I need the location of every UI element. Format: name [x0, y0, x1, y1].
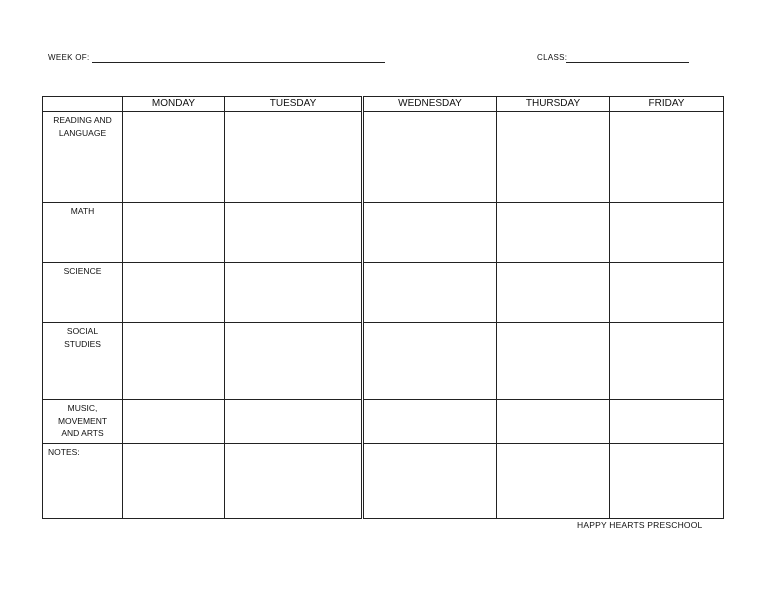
- table-row: [43, 263, 724, 323]
- subject-reading-language: [43, 112, 123, 203]
- subject-science: SCIENCE: [43, 263, 123, 323]
- table-row: [43, 400, 724, 444]
- plan-cell[interactable]: [123, 323, 225, 400]
- table-header-row: [43, 97, 724, 112]
- table-row: [43, 323, 724, 400]
- table-row: [43, 203, 724, 263]
- subject-music-movement-arts: [43, 400, 123, 444]
- plan-cell[interactable]: [497, 323, 610, 400]
- plan-cell[interactable]: [225, 112, 363, 203]
- week-of-field[interactable]: [92, 62, 385, 63]
- notes-cell[interactable]: [225, 444, 363, 519]
- plan-cell[interactable]: [363, 323, 497, 400]
- plan-cell[interactable]: [610, 203, 724, 263]
- plan-cell[interactable]: [363, 263, 497, 323]
- plan-cell[interactable]: [363, 203, 497, 263]
- plan-cell[interactable]: [123, 400, 225, 444]
- plan-cell[interactable]: [123, 203, 225, 263]
- table-row: [43, 112, 724, 203]
- plan-cell[interactable]: [225, 323, 363, 400]
- corner-cell: [43, 97, 123, 112]
- subject-math: MATH: [43, 203, 123, 263]
- plan-cell[interactable]: [363, 400, 497, 444]
- plan-cell[interactable]: [225, 263, 363, 323]
- week-of-label: WEEK OF:: [48, 53, 90, 62]
- notes-label: NOTES:: [43, 444, 123, 519]
- plan-cell[interactable]: [123, 263, 225, 323]
- plan-cell[interactable]: [497, 112, 610, 203]
- plan-cell[interactable]: [123, 112, 225, 203]
- notes-cell[interactable]: [363, 444, 497, 519]
- subject-label: SOCIAL STUDIES: [64, 326, 101, 349]
- day-header-tuesday: TUESDAY: [225, 97, 363, 112]
- plan-cell[interactable]: [225, 203, 363, 263]
- class-field[interactable]: [566, 62, 689, 63]
- day-header-friday: FRIDAY: [610, 97, 724, 112]
- day-header-thursday: THURSDAY: [497, 97, 610, 112]
- plan-cell[interactable]: [610, 323, 724, 400]
- school-name: HAPPY HEARTS PRESCHOOL: [577, 520, 703, 530]
- plan-cell[interactable]: [610, 263, 724, 323]
- plan-cell[interactable]: [497, 203, 610, 263]
- notes-cell[interactable]: [610, 444, 724, 519]
- lesson-plan-table: [42, 96, 724, 519]
- plan-cell[interactable]: [497, 400, 610, 444]
- plan-cell[interactable]: [610, 400, 724, 444]
- plan-cell[interactable]: [610, 112, 724, 203]
- subject-label: READING AND LANGUAGE: [53, 115, 112, 138]
- plan-cell[interactable]: [225, 400, 363, 444]
- class-label: CLASS:: [537, 53, 568, 62]
- subject-social-studies: [43, 323, 123, 400]
- day-header-wednesday: WEDNESDAY: [363, 97, 497, 112]
- plan-cell[interactable]: [497, 263, 610, 323]
- plan-cell[interactable]: [363, 112, 497, 203]
- notes-cell[interactable]: [497, 444, 610, 519]
- notes-cell[interactable]: [123, 444, 225, 519]
- day-header-monday: MONDAY: [123, 97, 225, 112]
- table-row: [43, 444, 724, 519]
- subject-label: MUSIC, MOVEMENT AND ARTS: [57, 403, 108, 438]
